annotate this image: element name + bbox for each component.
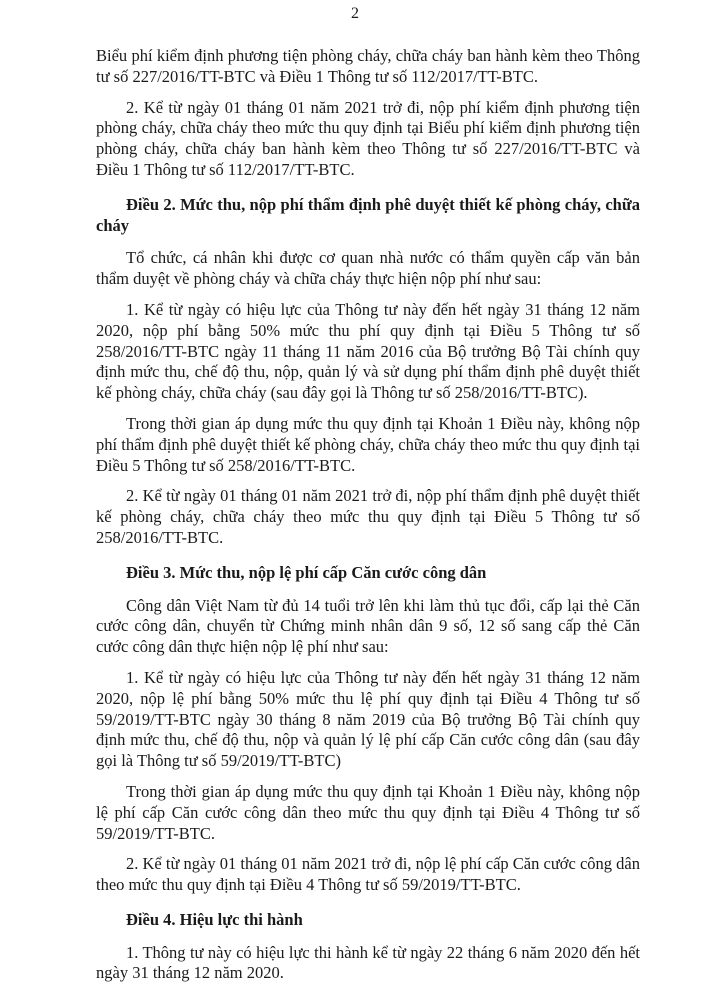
article4-heading: Điều 4. Hiệu lực thi hành: [126, 909, 303, 929]
article3-note: Trong thời gian áp dụng mức thu quy định tại Khoản 1 Điều này, không nộp lệ phí cấp Căn cước công dân theo mức thu quy định tại Điều 4 Thông tư số 59/2019/TT-BTC.: [96, 781, 640, 843]
article4-clause-1: 1. Thông tư này có hiệu lực thi hành kể từ ngày 22 tháng 6 năm 2020 đến hết ngày 31 tháng 12 năm 2020.: [96, 942, 640, 983]
continued-paragraph: Biểu phí kiểm định phương tiện phòng cháy, chữa cháy ban hành kèm theo Thông tư số 227/2016/TT-BTC và Điều 1 Thông tư số 112/2017/TT-BTC.: [96, 46, 640, 86]
article2-clause-1: 1. Kể từ ngày có hiệu lực của Thông tư này đến hết ngày 31 tháng 12 năm 2020, nộp phí bằng 50% mức thu phí quy định tại Điều 5 Thông tư số 258/2016/TT-BTC ngày 11 tháng 11 năm 2016 của Bộ trưởng Bộ Tài chính quy định mức thu, chế độ thu, nộp, quản lý và sử dụng phí thẩm định phê duyệt thiết kế phòng cháy, chữa cháy (sau đây gọi là Thông tư số 258/2016/TT-BTC).: [96, 299, 640, 403]
article3-heading: Điều 3. Mức thu, nộp lệ phí cấp Căn cước công dân: [126, 562, 487, 582]
article2-clause-2: 2. Kể từ ngày 01 tháng 01 năm 2021 trở đi, nộp phí thẩm định phê duyệt thiết kế phòng cháy, chữa cháy theo mức thu quy định tại Điều 5 Thông tư số 258/2016/TT-BTC.: [96, 486, 640, 547]
article3-clause-1: 1. Kể từ ngày có hiệu lực của Thông tư này đến hết ngày 31 tháng 12 năm 2020, nộp lệ phí bằng 50% mức thu lệ phí quy định tại Điều 4 Thông tư số 59/2019/TT-BTC ngày 30 tháng 8 năm 2019 của Bộ trưởng Bộ Tài chính quy định mức thu, chế độ thu, nộp và quản lý lệ phí cấp Căn cước công dân (sau đây gọi là Thông tư số 59/2019/TT-BTC): [96, 667, 640, 771]
article3-clause-2: 2. Kể từ ngày 01 tháng 01 năm 2021 trở đi, nộp lệ phí cấp Căn cước công dân theo mức thu quy định tại Điều 4 Thông tư số 59/2019/TT-BTC.: [96, 854, 640, 895]
article2-heading: Điều 2. Mức thu, nộp phí thẩm định phê duyệt thiết kế phòng cháy, chữa cháy: [96, 194, 640, 235]
article2-note: Trong thời gian áp dụng mức thu quy định tại Khoản 1 Điều này, không nộp phí thẩm định phê duyệt thiết kế phòng cháy, chữa cháy theo mức thu quy định tại Điều 5 Thông tư số 258/2016/TT-BTC.: [96, 413, 640, 475]
article1-clause-2: 2. Kể từ ngày 01 tháng 01 năm 2021 trở đi, nộp phí kiểm định phương tiện phòng cháy, chữa cháy theo mức thu quy định tại Biểu phí kiểm định phương tiện phòng cháy, chữa cháy ban hành kèm theo Thông tư số 227/2016/TT-BTC và Điều 1 Thông tư số 112/2017/TT-BTC.: [96, 97, 640, 179]
article3-intro: Công dân Việt Nam từ đủ 14 tuổi trở lên khi làm thủ tục đổi, cấp lại thẻ Căn cước công dân, chuyển từ Chứng minh nhân dân 9 số, 12 số sang cấp thẻ Căn cước công dân thực hiện nộp lệ phí như sau:: [96, 595, 640, 657]
article2-intro: Tổ chức, cá nhân khi được cơ quan nhà nước có thẩm quyền cấp văn bản thẩm duyệt về phòng cháy và chữa cháy thực hiện nộp phí như sau:: [96, 248, 640, 289]
page-number: 2: [351, 5, 359, 22]
document-body: [96, 46, 640, 994]
